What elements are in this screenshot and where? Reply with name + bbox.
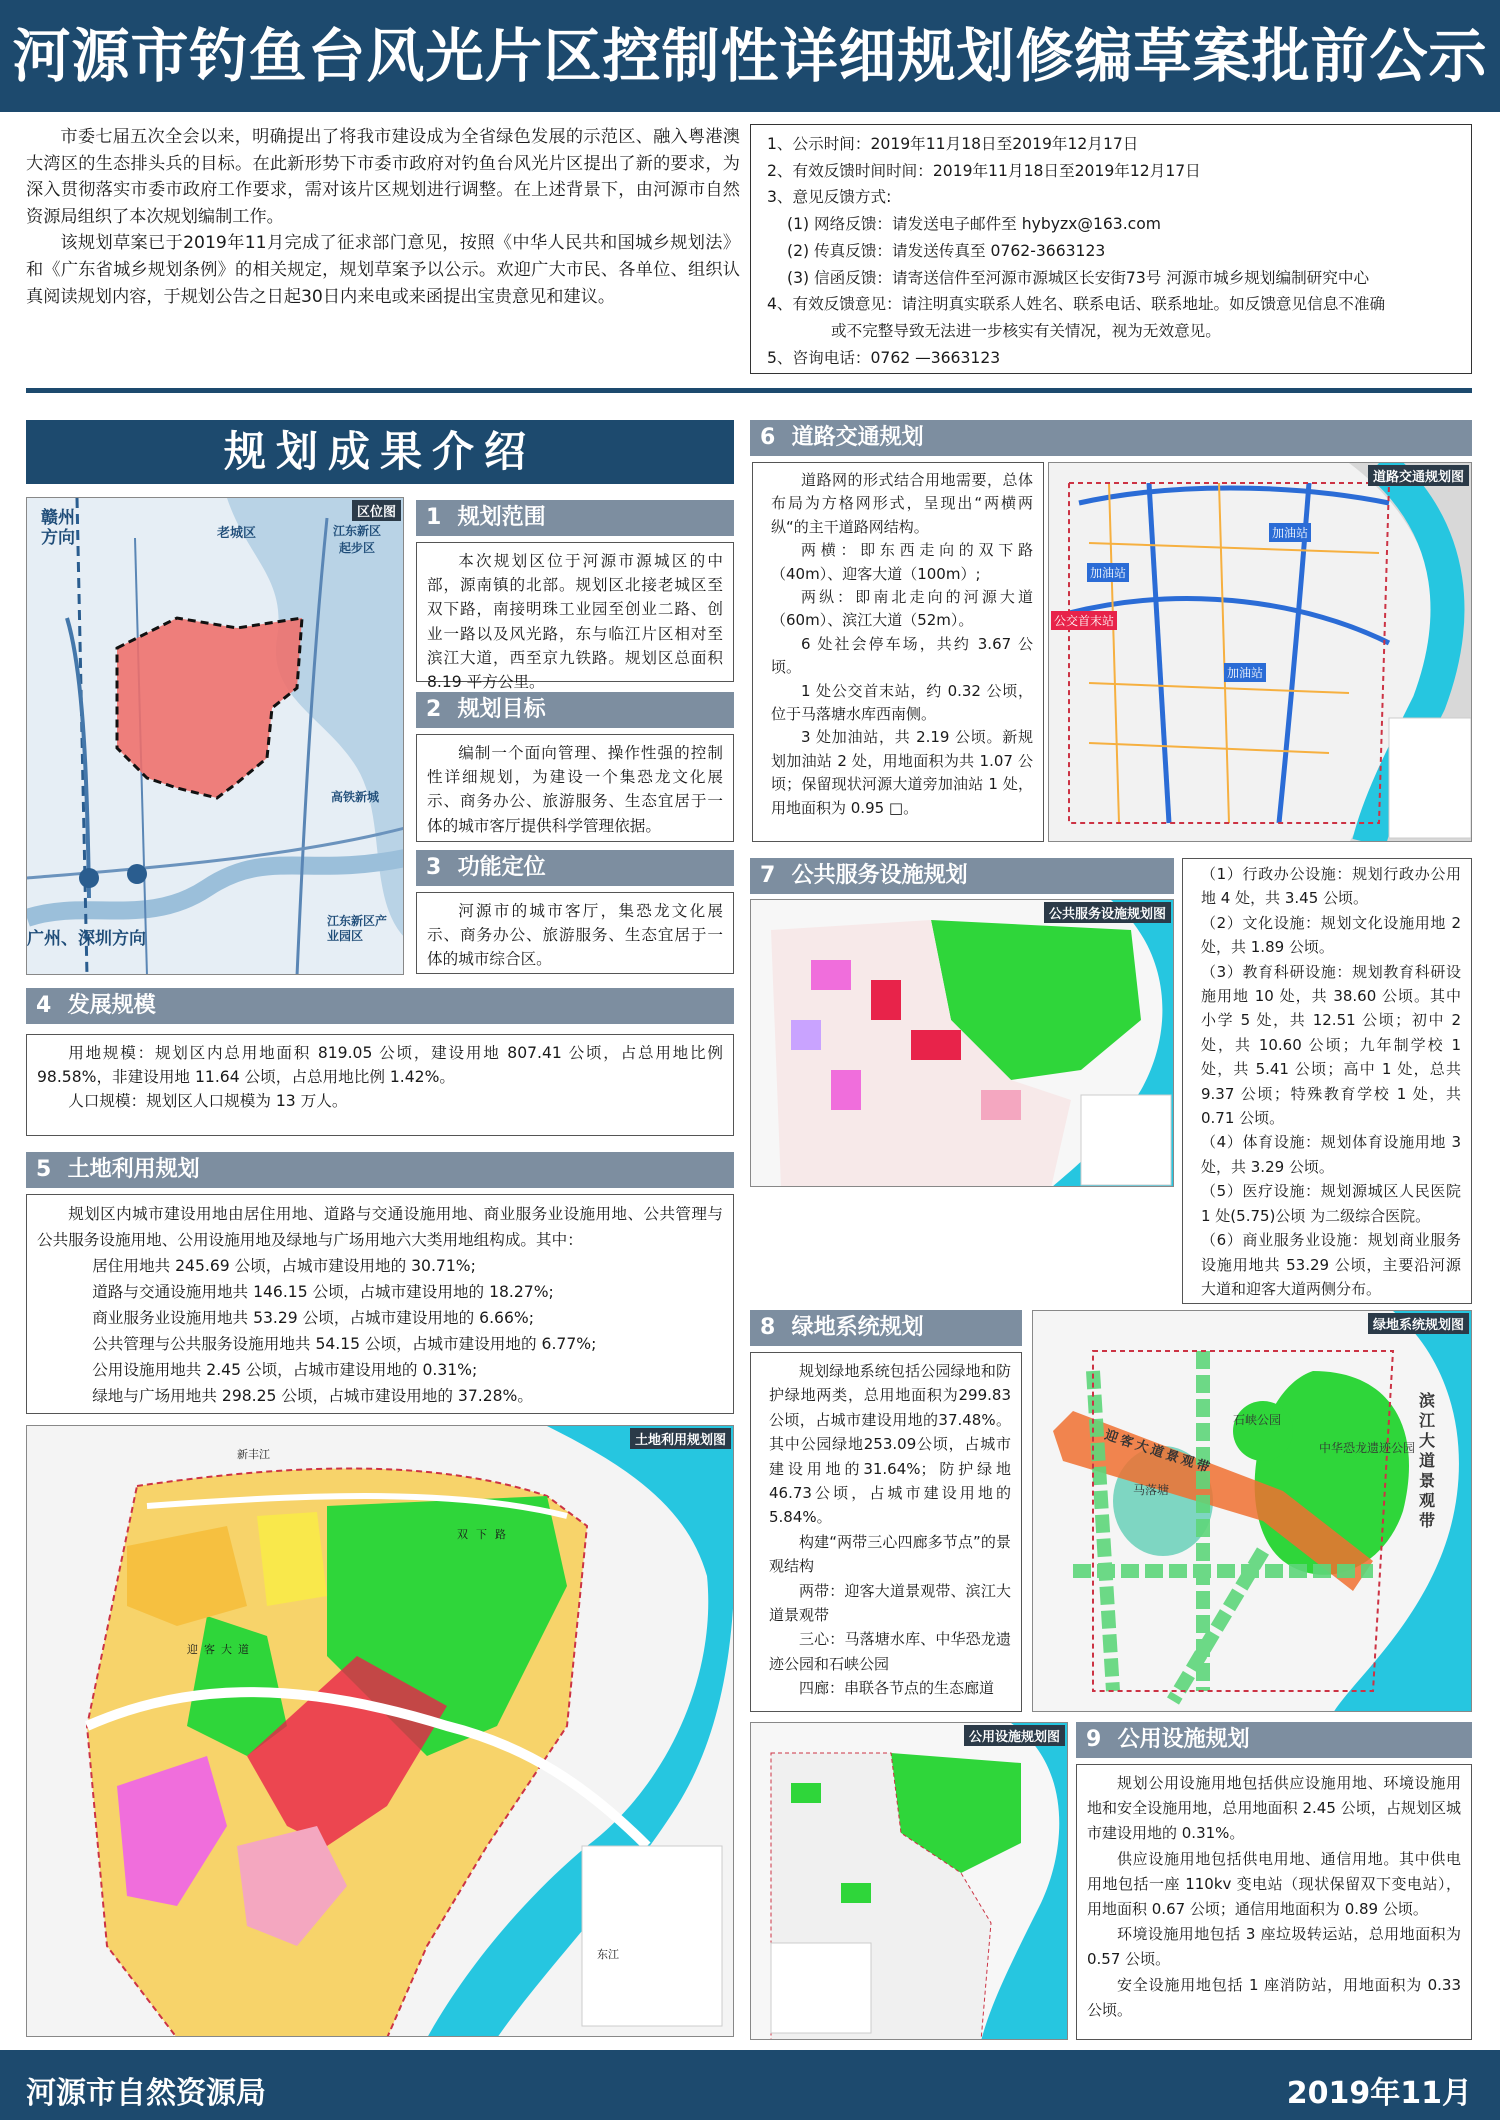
footer-bar: [0, 2050, 1500, 2120]
list-item: 两横：即东西走向的双下路（40m）、迎客大道（100m）;: [771, 541, 1033, 583]
list-item: （4）体育设施：规划体育设施用地 3 处，共 3.29 公顷。: [1201, 1133, 1461, 1176]
list-item: 6 处社会停车场，共约 3.67 公顷。: [771, 634, 1033, 677]
intro-paragraph-1: 市委七届五次全会以来，明确提出了将我市建设成为全省绿色发展的示范区、融入粤港澳大湾区的生态排头兵的目标。在此新形势下市委市政府对钓鱼台风光片区提出了新的要求，为深入贯彻落实市委市政府工作要求，需对该片区规划进行调整。在上述背景下，由河源市自然资源局组织了本次规划编制工作。: [26, 127, 740, 227]
map-label: 区位图: [352, 500, 401, 521]
map-text: 新丰江: [237, 1448, 270, 1461]
road-map: [1048, 462, 1472, 842]
list-item: （6）商业服务业设施：规划商业服务设施用地共 53.29 公顷，主要沿河源大道和迎客大道两侧分布。: [1201, 1231, 1461, 1298]
section-body: 编制一个面向管理、操作性强的控制性详细规划，为建设一个集恐龙文化展示、商务办公、旅游服务、生态宜居于一体的城市客厅提供科学管理依据。: [416, 734, 734, 842]
landuse-map: [26, 1425, 734, 2037]
map-text: 老城区: [217, 526, 257, 541]
list-item: 构建“两带三心四廊多节点”的景观结构: [769, 1532, 1011, 1576]
notice-fax: (2) 传真反馈：请发送传真至 0762-3663123: [787, 241, 1106, 260]
list-item: 安全设施用地包括 1 座消防站，用地面积为 0.33 公顷。: [1087, 1975, 1461, 2019]
map-tag: 加油站: [1224, 663, 1266, 682]
list-item: 四廊：串联各节点的生态廊道: [799, 1679, 995, 1698]
map-label: 土地利用规划图: [630, 1428, 731, 1449]
map-text: 迎客大道: [187, 1643, 255, 1656]
map-text: 双下路: [457, 1528, 514, 1541]
list-item: 绿地与广场用地共 298.25 公顷，占城市建设用地的 37.28%。: [92, 1387, 533, 1405]
list-item: 两纵：即南北走向的河源大道（60m）、滨江大道（52m）。: [771, 588, 1033, 630]
map-label: 公用设施规划图: [964, 1725, 1065, 1746]
section-main-title: 规划成果介绍: [26, 420, 734, 484]
section-title: 1 规划范围: [416, 500, 734, 536]
section-5: [26, 1152, 734, 1414]
list-item: 规划公用设施用地包括供应设施用地、环境设施用地和安全设施用地，总用地面积 2.45 公顷，占规划区城市建设用地的 0.31%。: [1087, 1774, 1461, 1843]
section-body: 规划区内城市建设用地由居住用地、道路与交通设施用地、商业服务业设施用地、公共管理与公共服务设施用地、公用设施用地及绿地与广场用地六大类用地组构成。其中： 居住用地共 245.69 公顷，占城市建设用地的 30.71%; 道路与交通设施用地共 146.15 公顷，占城市建设用地的 18.27%; 商业服务业设施用地共 53.29 公顷，占城市建设用地的 6.66%; 公共管理与公共服务设施用地共 54.15 公顷，占城市建设用地的 6.77%; 公用设施用地共 2.45 公顷，占城市建设用地的 0.31%; 绿地与广场用地共 298.25 公顷，占城市建设用地的 37.28%。: [26, 1194, 734, 1414]
list-item: 环境设施用地包括 3 座垃圾转运站，总用地面积为 0.57 公顷。: [1087, 1925, 1461, 1969]
list-item: （3）教育科研设施：规划教育科研设施用地 10 处，共 38.60 公顷。其中小学 5 处，共 12.51 公顷；初中 2 处，共 10.60 公顷；九年制学校 1 处，共 5.41 公顷；高中 1 处，总共 9.37 公顷；特殊教育学校 1 处，共 0.71 公顷。: [1201, 962, 1461, 1128]
map-text: 马落塘: [1133, 1483, 1170, 1497]
notice-mail: (3) 信函反馈：请寄送信件至河源市源城区长安街73号 河源市城乡规划编制研究中心: [787, 268, 1370, 287]
map-text: 中华恐龙遗迹公园: [1319, 1441, 1416, 1455]
section-7-body: [1182, 858, 1472, 1304]
map-text: 滨江大道景观带: [1419, 1391, 1436, 1530]
public-service-map-graphic: [751, 900, 1174, 1187]
section-title: 9 公用设施规划: [1076, 1722, 1472, 1758]
list-item: 供应设施用地包括供电用地、通信用地。其中供电用地包括一座 110kv 变电站（现状保留双下变电站），用地面积 0.67 公顷；通信用地面积为 0.89 公顷。: [1087, 1849, 1461, 1919]
utility-map: [750, 1722, 1068, 2040]
list-item: 公共管理与公共服务设施用地共 54.15 公顷，占城市建设用地的 6.77%;: [92, 1335, 597, 1353]
section-8: [750, 1310, 1022, 1346]
list-item: 居住用地共 245.69 公顷，占城市建设用地的 30.71%;: [92, 1257, 476, 1275]
notice-phone: 5、咨询电话：0762 —3663123: [767, 348, 1001, 367]
notice-line: 2、有效反馈时间时间：2019年11月18日至2019年12月17日: [767, 161, 1201, 180]
road-map-graphic: [1049, 463, 1472, 842]
map-text: 高铁新城: [331, 790, 380, 804]
map-text: 迎客大道景观带: [1102, 1427, 1214, 1477]
green-system-map-graphic: [1033, 1311, 1472, 1712]
list-item: 道路网的形式结合用地需要，总体布局为方格网形式，呈现出“两横两纵“的主干道路网结构。: [771, 471, 1033, 536]
section-9: [1076, 1722, 1472, 1758]
map-text: 江东新区 起步区: [333, 524, 382, 555]
section-1: [416, 500, 734, 692]
map-text: 江东新区产业园区: [327, 914, 388, 943]
notice-box: [750, 124, 1472, 374]
map-tag: 加油站: [1269, 523, 1311, 542]
notice-email: (1) 网络反馈：请发送电子邮件至 hybyzx@163.com: [787, 215, 1161, 234]
notice-line: 3、意见反馈方式:: [767, 188, 892, 207]
section-4: [26, 988, 734, 1136]
section-2: [416, 692, 734, 842]
map-tag: 加油站: [1087, 563, 1129, 582]
intro-text: [26, 124, 740, 310]
footer-date: 2019年11月: [1286, 2076, 1472, 2111]
section-6: [750, 420, 1472, 456]
section-8-body: [750, 1352, 1022, 1712]
section-title: 7 公共服务设施规划: [750, 858, 1174, 894]
section-7: [750, 858, 1174, 894]
list-item: （1）行政办公设施：规划行政办公用地 4 处，共 3.45 公顷。: [1201, 865, 1461, 908]
green-system-map: [1032, 1310, 1472, 1712]
header-bar: [0, 0, 1500, 112]
notice-line: 4、有效反馈意见：请注明真实联系人姓名、联系电话、联系地址。如反馈意见信息不准确: [767, 295, 1386, 314]
notice-line: 1、公示时间：2019年11月18日至2019年12月17日: [767, 135, 1139, 153]
list-item: （5）医疗设施：规划源城区人民医院 1 处(5.75)公顷 为二级综合医院。: [1201, 1182, 1461, 1225]
section-3: [416, 850, 734, 974]
section-title: 8 绿地系统规划: [750, 1310, 1022, 1346]
list-item: （2）文化设施：规划文化设施用地 2 处，共 1.89 公顷。: [1201, 913, 1461, 957]
notice-line: 或不完整导致无法进一步核实有关情况，视为无效意见。: [831, 321, 1221, 340]
section-body: 河源市的城市客厅，集恐龙文化展示、商务办公、旅游服务、生态宜居于一体的城市综合区。: [416, 892, 734, 974]
map-text: 东江: [597, 1948, 619, 1961]
section-title: 6 道路交通规划: [750, 420, 1472, 456]
divider: [26, 388, 1472, 393]
map-text: 广州、深圳方向: [27, 929, 146, 949]
section-6-body: [752, 462, 1044, 842]
map-text: 赣州 方向: [41, 508, 75, 548]
map-label: 道路交通规划图: [1368, 465, 1469, 486]
location-map-graphic: [27, 498, 404, 975]
list-item: 公用设施用地共 2.45 公顷，占城市建设用地的 0.31%;: [92, 1361, 478, 1379]
map-label: 公共服务设施规划图: [1044, 902, 1171, 923]
section-body: 用地规模：规划区内总用地面积 819.05 公顷，建设用地 807.41 公顷，占总用地比例 98.58%，非建设用地 11.64 公顷，占总用地比例 1.42%。 人口规模：规划区人口规模为 13 万人。: [26, 1034, 734, 1136]
section-title: 2 规划目标: [416, 692, 734, 728]
page-title: 河源市钓鱼台风光片区控制性详细规划修编草案批前公示: [12, 22, 1488, 90]
list-item: 规划绿地系统包括公园绿地和防护绿地两类，总用地面积为299.83公顷，占城市建设用地的37.48%。其中公园绿地253.09公顷，占城市建设用地的31.64%；防护绿地46.73公顷，占城市建设用地的5.84%。: [769, 1362, 1011, 1527]
location-map: [26, 497, 404, 975]
section-title: 3 功能定位: [416, 850, 734, 886]
map-text: 石峡公园: [1233, 1413, 1282, 1427]
list-item: 商业服务业设施用地共 53.29 公顷，占城市建设用地的 6.66%;: [92, 1309, 534, 1327]
list-item: 1 处公交首末站，约 0.32 公顷，位于马落塘水库西南侧。: [771, 681, 1033, 724]
list-item: 3 处加油站，共 2.19 公顷。新规划加油站 2 处，用地面积为共 1.07 公顷；保留现状河源大道旁加油站 1 处，用地面积为 0.95 □。: [771, 728, 1033, 817]
section-body: 本次规划区位于河源市源城区的中部，源南镇的北部。规划区北接老城区至双下路，南接明珠工业园至创业二路、创业一路以及风光路，东与临江片区相对至滨江大道，西至京九铁路。规划区总面积 8.19 平方公里。: [416, 542, 734, 682]
list-item: 三心：马落塘水库、中华恐龙遗迹公园和石峡公园: [769, 1630, 1011, 1673]
map-tag: 公交首末站: [1051, 611, 1117, 630]
utility-map-graphic: [751, 1723, 1068, 2040]
footer-org: 河源市自然资源局: [26, 2076, 266, 2111]
section-title: 5 土地利用规划: [26, 1152, 734, 1188]
map-label: 绿地系统规划图: [1368, 1313, 1469, 1334]
section-title: 4 发展规模: [26, 988, 734, 1024]
landuse-map-graphic: [27, 1426, 734, 2037]
public-service-map: [750, 899, 1174, 1187]
section-9-body: [1076, 1764, 1472, 2040]
list-item: 道路与交通设施用地共 146.15 公顷，占城市建设用地的 18.27%;: [92, 1283, 554, 1301]
intro-paragraph-2: 该规划草案已于2019年11月完成了征求部门意见，按照《中华人民共和国城乡规划法》和《广东省城乡规划条例》的相关规定，规划草案予以公示。欢迎广大市民、各单位、组织认真阅读规划内容，于规划公告之日起30日内来电或来函提出宝贵意见和建议。: [26, 233, 740, 307]
list-item: 两带：迎客大道景观带、滨江大道景观带: [769, 1581, 1011, 1625]
